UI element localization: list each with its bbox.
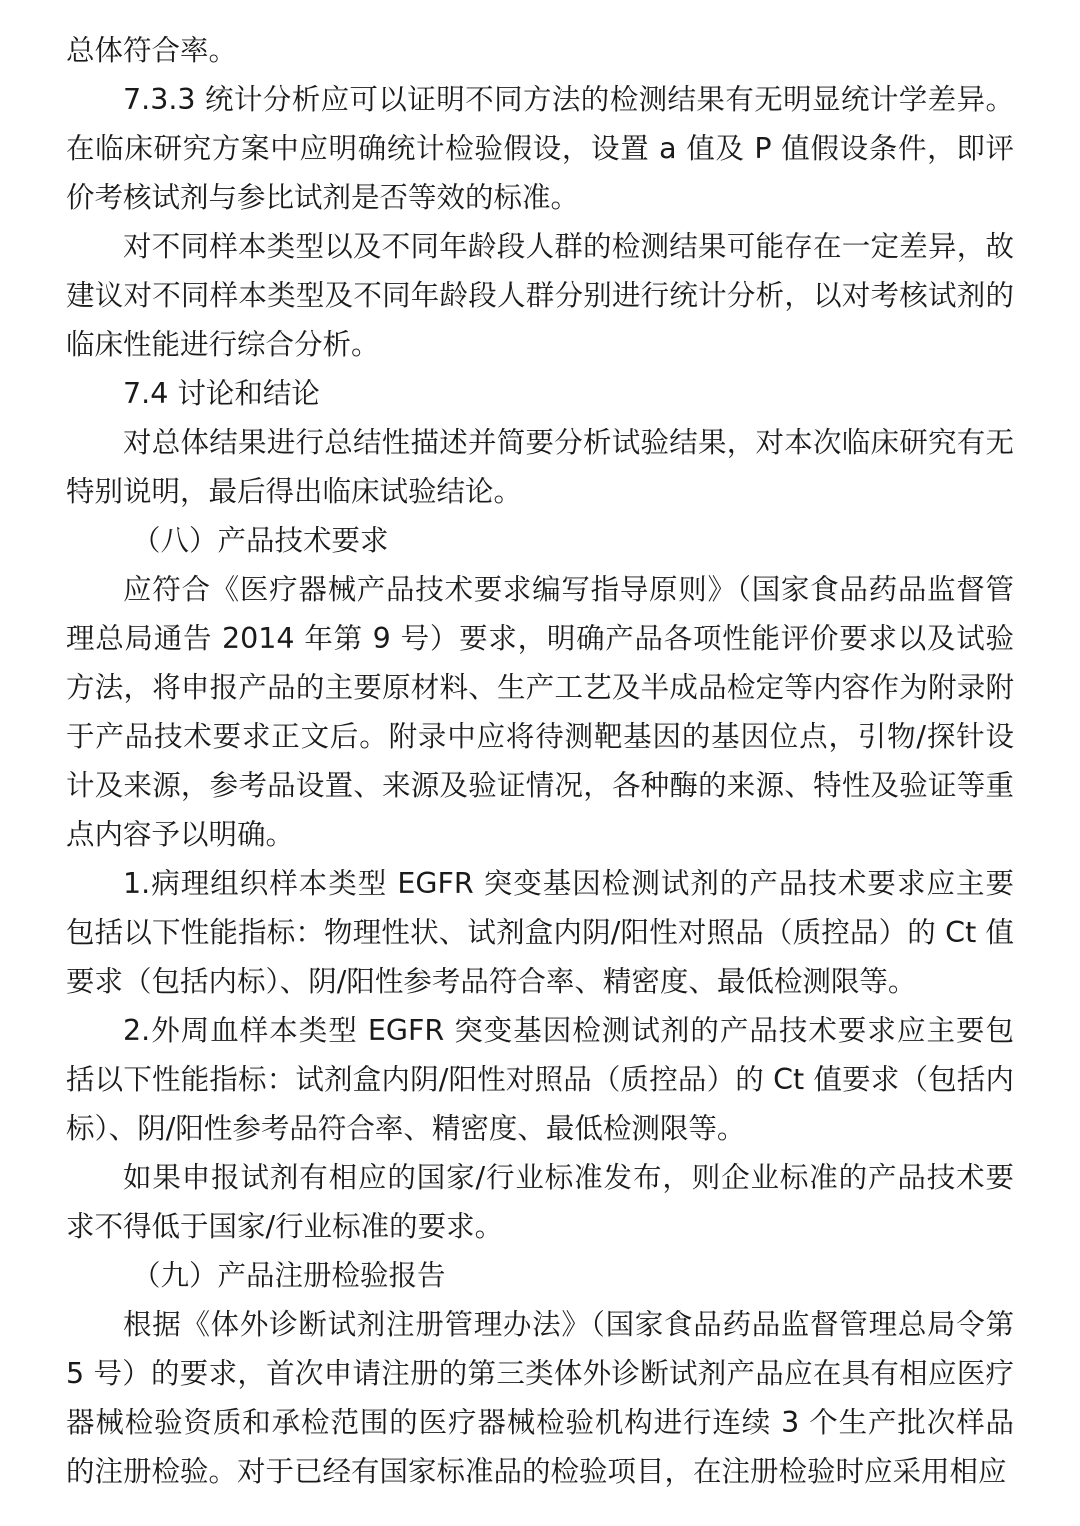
- paragraph-registration: 根据《体外诊断试剂注册管理办法》（国家食品药品监督管理总局令第 5 号）的要求，首次申请注册的第三类体外诊断试剂产品应在具有相应医疗器械检验资质和承检范围的医疗器械检验机构进行连续 3 个生产批次样品的注册检验。对于已经有国家标准品的检验项目，在注册检验时应采用相应: [66, 1308, 1014, 1488]
- paragraph-7-3-3: 7.3.3 统计分析应可以证明不同方法的检测结果有无明显统计学差异。在临床研究方案中应明确统计检验假设，设置 a 值及 P 值假设条件，即评价考核试剂与参比试剂是否等效的标准。: [66, 83, 1014, 214]
- paragraph-sample-types: 对不同样本类型以及不同年龄段人群的检测结果可能存在一定差异，故建议对不同样本类型及不同年龄段人群分别进行统计分析，以对考核试剂的临床性能进行综合分析。: [66, 230, 1014, 361]
- paragraph-1: 总体符合率。: [66, 34, 238, 67]
- paragraph-item-2: 2.外周血样本类型 EGFR 突变基因检测试剂的产品技术要求应主要包括以下性能指标：试剂盒内阴/阳性对照品（质控品）的 Ct 值要求（包括内标）、阴/阳性参考品符合率、精密度、最低检测限等。: [66, 1014, 1014, 1145]
- paragraph-tech-requirements: 应符合《医疗器械产品技术要求编写指导原则》（国家食品药品监督管理总局通告 2014 年第 9 号）要求，明确产品各项性能评价要求以及试验方法，将申报产品的主要原材料、生产工艺及半成品检定等内容作为附录附于产品技术要求正文后。附录中应将待测靶基因的基因位点，引物/探针设计及来源，参考品设置、来源及验证情况，各种酶的来源、特性及验证等重点内容予以明确。: [66, 573, 1014, 851]
- section-heading-8: （八）产品技术要求: [132, 524, 389, 557]
- paragraph-standards: 如果申报试剂有相应的国家/行业标准发布，则企业标准的产品技术要求不得低于国家/行业标准的要求。: [66, 1161, 1014, 1243]
- section-heading-7-4: 7.4 讨论和结论: [123, 377, 320, 410]
- paragraph-item-1: 1.病理组织样本类型 EGFR 突变基因检测试剂的产品技术要求应主要包括以下性能指标：物理性状、试剂盒内阴/阳性对照品（质控品）的 Ct 值要求（包括内标）、阴/阳性参考品符合率、精密度、最低检测限等。: [66, 867, 1014, 998]
- paragraph-conclusion: 对总体结果进行总结性描述并简要分析试验结果，对本次临床研究有无特别说明，最后得出临床试验结论。: [66, 426, 1014, 508]
- section-heading-9: （九）产品注册检验报告: [132, 1259, 446, 1292]
